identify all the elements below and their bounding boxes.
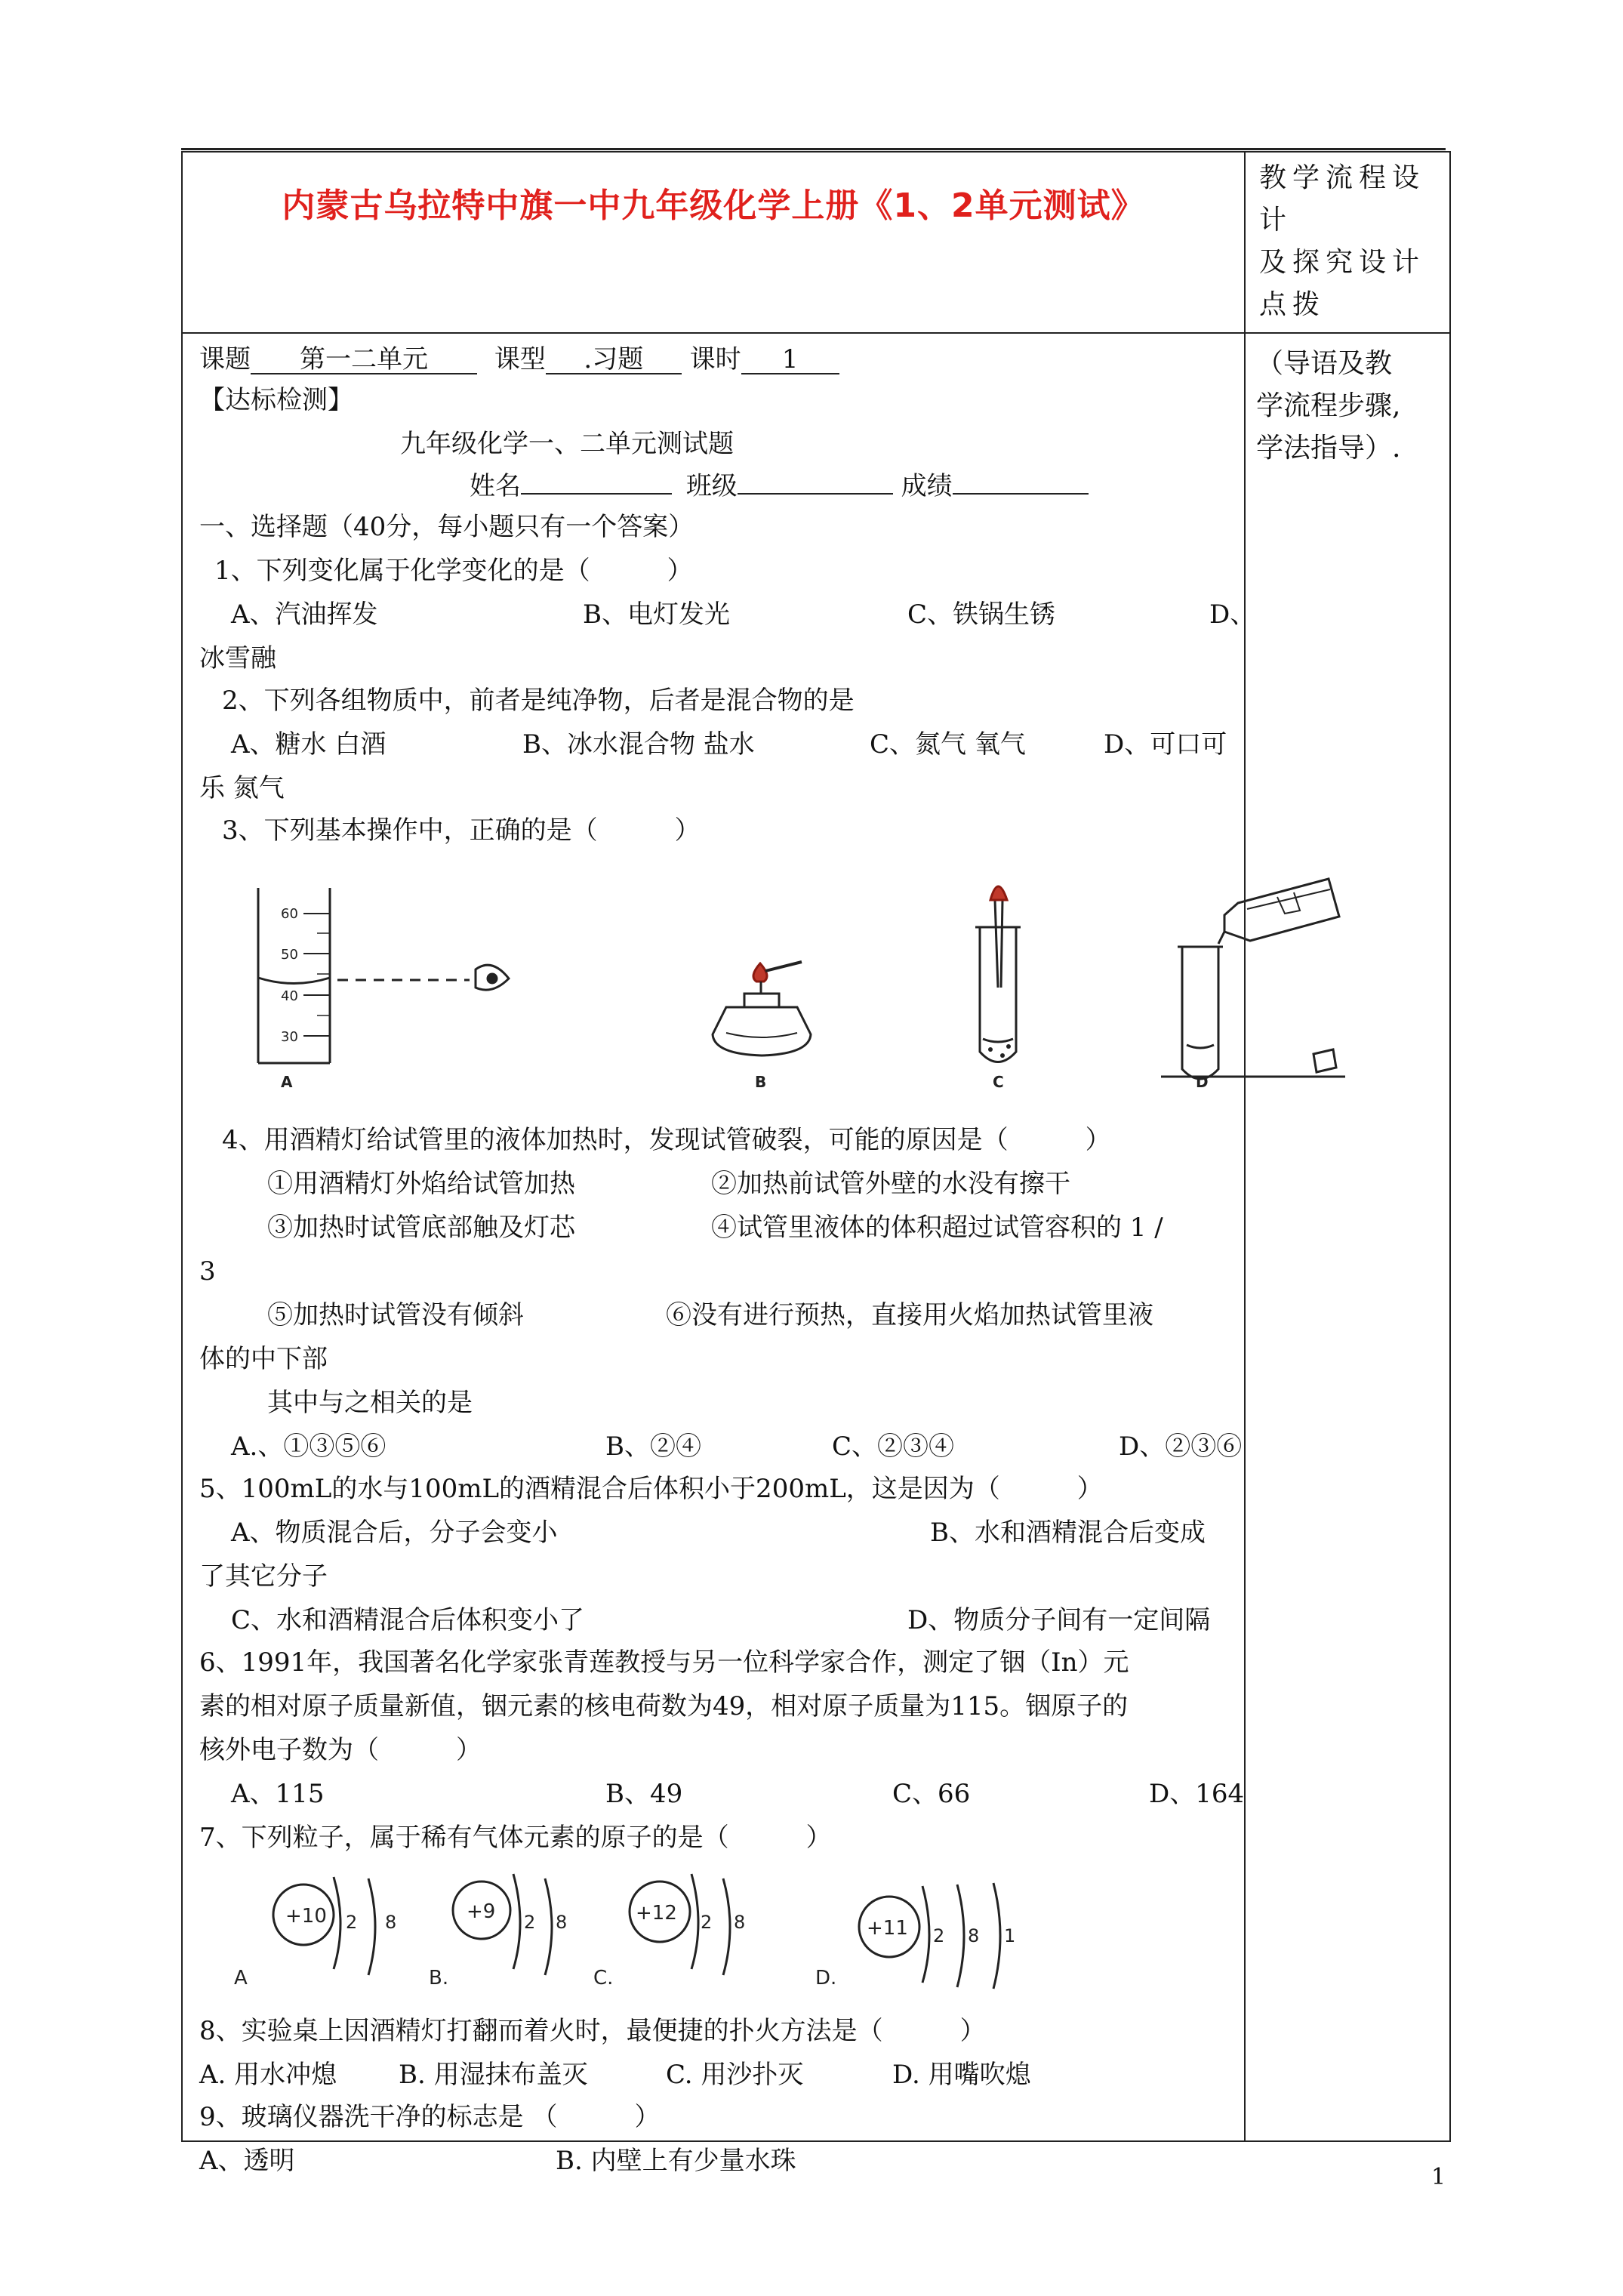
section-tag: 【达标检测】 [199, 385, 353, 415]
side-header-line: 及探究设计 [1259, 247, 1426, 278]
q5-option-c: C、水和酒精混合后体积变小了 [231, 1605, 585, 1635]
q8-option-d: D. 用嘴吹熄 [892, 2060, 1031, 2090]
q4-option-d: D、②③⑥ [1119, 1432, 1243, 1462]
q8-option-a: A. 用水冲熄 [199, 2060, 337, 2090]
atom-a-shell-2: 8 [385, 1912, 397, 1933]
topic-value: 第一二单元 [251, 346, 477, 374]
figure-c-label: C [993, 1073, 1004, 1091]
page-number: 1 [1431, 2164, 1446, 2190]
figure-c-dropper-tube [975, 886, 1021, 1062]
atom-d-shell-1: 2 [933, 1925, 945, 1946]
class-label: 班级 [685, 471, 738, 501]
q8-stem: 8、实验桌上因酒精灯打翻而着火时，最便捷的扑火方法是（ ） [199, 2016, 986, 2046]
side-header-line: 教学流程设 [1259, 162, 1426, 193]
q9-stem: 9、玻璃仪器洗干净的标志是 （ ） [199, 2102, 661, 2132]
q4-reason-3: ③加热时试管底部触及灯芯 [267, 1213, 575, 1243]
side-header-line: 计 [1259, 205, 1293, 236]
atom-a-label: A [234, 1967, 248, 1989]
atom-b-shell-2: 8 [556, 1912, 568, 1933]
q2-option-b: B、冰水混合物 盐水 [522, 729, 755, 760]
q6-stem-line-3: 核外电子数为（ ） [199, 1735, 482, 1765]
q3-stem: 3、下列基本操作中，正确的是（ ） [222, 815, 701, 846]
topic-label: 课题 [199, 344, 251, 374]
q4-reason-2: ②加热前试管外壁的水没有擦干 [711, 1169, 1070, 1199]
q2-option-a: A、糖水 白酒 [231, 729, 387, 760]
q4-reason-4: ④试管里液体的体积超过试管容积的 1 / [711, 1213, 1163, 1243]
figure-d-label: D [1196, 1073, 1209, 1091]
q4-option-a: A.、①③⑤⑥ [231, 1432, 387, 1462]
q2-stem: 2、下列各组物质中，前者是纯净物，后者是混合物的是 [222, 686, 855, 716]
q6-stem-line-1: 6、1991年，我国著名化学家张青莲教授与另一位科学家合作，测定了铟（In）元 [199, 1647, 1129, 1678]
side-note-line: （导语及教 [1256, 348, 1393, 379]
q1-option-a: A、汽油挥发 [231, 599, 378, 630]
q5-option-a: A、物质混合后，分子会变小 [231, 1518, 558, 1548]
score-blank[interactable] [953, 493, 1089, 495]
figure-a-tick: 60 [281, 906, 298, 922]
q6-stem-line-2: 素的相对原子质量新值，铟元素的核电荷数为49，相对原子质量为115。铟原子的 [199, 1691, 1129, 1721]
q6-option-d: D、164 [1149, 1779, 1245, 1809]
q6-option-a: A、115 [231, 1779, 325, 1809]
q4-reason-4-cont: 3 [199, 1256, 216, 1287]
part-one-heading: 一、选择题（40分，每小题只有一个答案） [199, 512, 694, 542]
q9-option-b: B. 内壁上有少量水珠 [556, 2146, 796, 2176]
atom-b-nucleus: +9 [467, 1900, 496, 1923]
q1-option-b: B、电灯发光 [583, 599, 730, 630]
q7-atom-diagrams [228, 1871, 1224, 1999]
q9-option-a: A、透明 [199, 2146, 295, 2176]
side-header [1246, 153, 1449, 326]
content-cell [182, 333, 1256, 2176]
figure-b-label: B [755, 1073, 767, 1091]
q4-reason-1: ①用酒精灯外焰给试管加热 [267, 1169, 575, 1199]
atom-c-shell-2: 8 [734, 1912, 746, 1933]
side-note [1246, 334, 1449, 470]
name-blank[interactable] [521, 493, 672, 495]
atom-d-shell-2: 8 [968, 1925, 980, 1946]
side-note-line: 学流程步骤, [1256, 390, 1401, 421]
atom-c-nucleus: +12 [636, 1902, 677, 1925]
q8-option-c: C. 用沙扑灭 [666, 2060, 804, 2090]
worksheet-table [181, 151, 1451, 2176]
atom-c-shell-1: 2 [701, 1912, 713, 1933]
atom-d-label: D. [815, 1967, 837, 1989]
q4-reason-6: ⑥没有进行预热，直接用火焰加热试管里液 [666, 1300, 1153, 1330]
q4-option-c: C、②③④ [832, 1432, 955, 1462]
atom-b-diagram [453, 1874, 552, 1975]
hours-value: 1 [741, 346, 839, 374]
top-rule [181, 148, 1446, 150]
name-label: 姓名 [470, 471, 521, 501]
q3-figure [243, 874, 1209, 1091]
q7-stem: 7、下列粒子，属于稀有气体元素的原子的是（ ） [199, 1823, 832, 1853]
atom-b-shell-1: 2 [524, 1912, 536, 1933]
figure-a-tick: 50 [281, 947, 298, 963]
atom-d-shell-3: 1 [1004, 1925, 1016, 1946]
atom-b-label: B. [429, 1967, 449, 1989]
title-cell [182, 152, 1245, 333]
atom-c-label: C. [593, 1967, 614, 1989]
lesson-info [199, 343, 839, 376]
atom-a-shell-1: 2 [346, 1912, 358, 1933]
side-header-cell [1245, 152, 1450, 333]
atom-c-diagram [630, 1874, 730, 1975]
score-label: 成绩 [901, 471, 953, 501]
q6-option-b: B、49 [605, 1779, 683, 1809]
q5-option-b: B、水和酒精混合后变成 [930, 1518, 1206, 1548]
figure-a-label: A [281, 1073, 293, 1091]
q1-option-d: D、 [1209, 599, 1256, 630]
q4-lead: 其中与之相关的是 [267, 1388, 473, 1418]
q1-option-c: C、铁锅生锈 [907, 599, 1056, 630]
q4-reason-5: ⑤加热时试管没有倾斜 [267, 1300, 524, 1330]
q1-stem: 1、下列变化属于化学变化的是（ ） [214, 556, 693, 586]
test-title: 九年级化学一、二单元测试题 [400, 429, 734, 459]
class-blank[interactable] [738, 493, 893, 495]
q5-option-d: D、物质分子间有一定间隔 [907, 1605, 1211, 1635]
hours-label: 课时 [689, 344, 741, 374]
q4-option-b: B、②④ [605, 1432, 701, 1462]
side-notes-cell [1245, 333, 1450, 2141]
q4-reason-6-cont: 体的中下部 [199, 1344, 328, 1374]
document-title: 内蒙古乌拉特中旗一中九年级化学上册《1、2单元测试》 [282, 186, 1145, 225]
type-label: 课型 [494, 344, 546, 374]
atom-d-nucleus: +11 [867, 1917, 908, 1940]
figure-a-tick: 30 [281, 1029, 298, 1045]
side-note-line: 学法指导）. [1256, 433, 1401, 464]
side-header-line: 点拨 [1259, 289, 1326, 320]
student-fields [470, 470, 1089, 503]
q2-option-d: D、可口可 [1104, 729, 1227, 760]
q6-option-c: C、66 [892, 1779, 971, 1809]
q4-stem: 4、用酒精灯给试管里的液体加热时，发现试管破裂，可能的原因是（ ） [222, 1125, 1111, 1155]
q8-option-b: B. 用湿抹布盖灭 [399, 2060, 588, 2090]
q5-option-b-cont: 了其它分子 [199, 1561, 328, 1592]
q5-stem: 5、100mL的水与100mL的酒精混合后体积小于200mL，这是因为（ ） [199, 1474, 1103, 1504]
type-value: .习题 [546, 346, 682, 374]
figure-a-tick: 40 [281, 988, 298, 1004]
figure-b-alcohol-lamp [713, 962, 811, 1056]
q1-option-d-cont: 冰雪融 [199, 643, 276, 673]
q2-option-d-cont: 乐 氮气 [199, 773, 285, 803]
q2-option-c: C、氮气 氧气 [870, 729, 1026, 760]
atom-a-nucleus: +10 [285, 1905, 327, 1928]
